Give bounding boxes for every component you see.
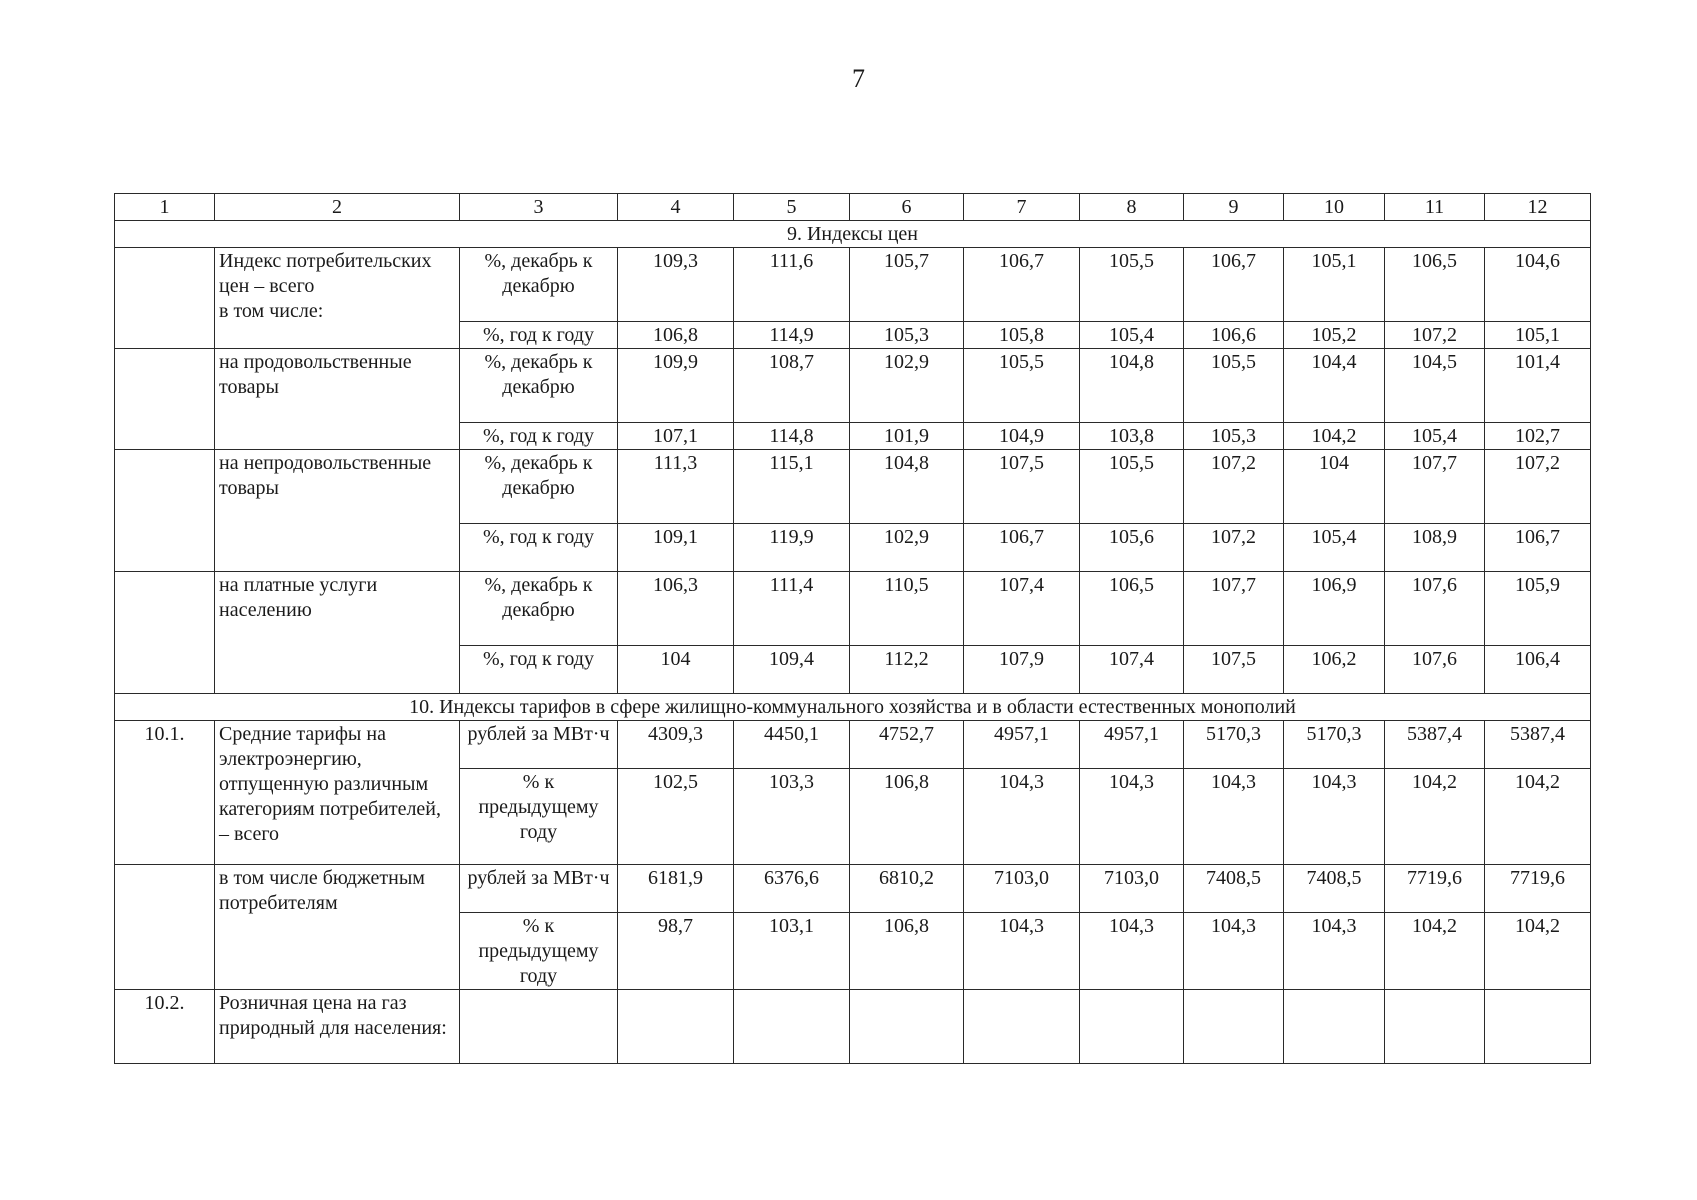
value-cell: 6376,6	[734, 865, 850, 913]
column-number: 3	[460, 194, 618, 221]
value-cell	[850, 990, 964, 1064]
column-number: 7	[964, 194, 1080, 221]
value-cell: 104,4	[1284, 349, 1385, 423]
value-cell: 107,2	[1385, 322, 1485, 349]
unit-cell: % к предыдущему году	[460, 769, 618, 865]
value-cell: 106,2	[1284, 646, 1385, 694]
indicator-name: на непродовольственные товары	[219, 452, 432, 499]
value-cell: 115,1	[734, 450, 850, 524]
indicator-name: Средние тарифы на электроэнергию, отпущенную различным категориям потребителей, – всего	[219, 723, 442, 845]
indicator-note: в том числе:	[219, 300, 324, 322]
column-number: 10	[1284, 194, 1385, 221]
section-title-row	[115, 221, 1591, 248]
value-cell: 104,3	[1284, 913, 1385, 990]
column-number: 4	[618, 194, 734, 221]
value-cell: 106,7	[1485, 524, 1591, 572]
value-cell: 107,1	[618, 423, 734, 450]
value-cell: 104,8	[850, 450, 964, 524]
unit-cell: %, декабрь к декабрю	[460, 248, 618, 322]
value-cell: 4309,3	[618, 721, 734, 769]
unit-cell: %, год к году	[460, 423, 618, 450]
value-cell: 109,3	[618, 248, 734, 322]
value-cell: 105,4	[1080, 322, 1184, 349]
column-number: 11	[1385, 194, 1485, 221]
row-code	[115, 865, 215, 990]
value-cell: 107,5	[964, 450, 1080, 524]
table-row	[115, 572, 1591, 646]
unit-cell: %, год к году	[460, 646, 618, 694]
value-cell: 5387,4	[1385, 721, 1485, 769]
value-cell: 7103,0	[964, 865, 1080, 913]
value-cell: 105,4	[1284, 524, 1385, 572]
indicator-name: Розничная цена на газ природный для населения:	[219, 992, 447, 1039]
value-cell	[1080, 990, 1184, 1064]
table-row	[115, 349, 1591, 423]
table-row	[115, 721, 1591, 769]
value-cell: 104,8	[1080, 349, 1184, 423]
value-cell: 104,2	[1485, 913, 1591, 990]
indicator-label	[215, 349, 460, 450]
row-code	[115, 248, 215, 349]
value-cell: 104,2	[1485, 769, 1591, 865]
value-cell: 112,2	[850, 646, 964, 694]
forecast-table	[114, 193, 1591, 1064]
value-cell: 105,6	[1080, 524, 1184, 572]
value-cell: 102,9	[850, 349, 964, 423]
value-cell	[964, 990, 1080, 1064]
value-cell: 7408,5	[1284, 865, 1385, 913]
indicator-label	[215, 248, 460, 349]
value-cell: 105,5	[964, 349, 1080, 423]
unit-cell: рублей за МВт·ч	[460, 721, 618, 769]
value-cell: 5170,3	[1284, 721, 1385, 769]
value-cell: 98,7	[618, 913, 734, 990]
value-cell: 106,7	[1184, 248, 1284, 322]
value-cell: 102,9	[850, 524, 964, 572]
value-cell	[1284, 990, 1385, 1064]
indicator-name: на продовольственные товары	[219, 351, 412, 398]
indicator-label	[215, 865, 460, 990]
value-cell: 107,7	[1385, 450, 1485, 524]
unit-cell: %, декабрь к декабрю	[460, 450, 618, 524]
column-number: 5	[734, 194, 850, 221]
value-cell	[734, 990, 850, 1064]
value-cell: 109,4	[734, 646, 850, 694]
row-code: 10.2.	[115, 990, 215, 1064]
value-cell: 7103,0	[1080, 865, 1184, 913]
value-cell: 104	[1284, 450, 1385, 524]
value-cell	[618, 990, 734, 1064]
indicator-label	[215, 721, 460, 865]
value-cell: 104,6	[1485, 248, 1591, 322]
value-cell: 111,4	[734, 572, 850, 646]
value-cell: 104,9	[964, 423, 1080, 450]
value-cell: 4450,1	[734, 721, 850, 769]
value-cell: 107,5	[1184, 646, 1284, 694]
unit-cell: %, декабрь к декабрю	[460, 349, 618, 423]
value-cell: 102,7	[1485, 423, 1591, 450]
column-number: 12	[1485, 194, 1591, 221]
column-number: 6	[850, 194, 964, 221]
value-cell: 103,8	[1080, 423, 1184, 450]
column-number: 9	[1184, 194, 1284, 221]
value-cell: 114,8	[734, 423, 850, 450]
indicator-name: в том числе бюджетным потребителям	[219, 867, 425, 914]
value-cell: 105,7	[850, 248, 964, 322]
indicator-label	[215, 990, 460, 1064]
table-row	[115, 990, 1591, 1064]
row-code	[115, 450, 215, 572]
section-title-row	[115, 694, 1591, 721]
value-cell: 109,9	[618, 349, 734, 423]
column-number-row	[115, 194, 1591, 221]
value-cell: 105,5	[1080, 248, 1184, 322]
value-cell: 107,2	[1184, 450, 1284, 524]
row-code	[115, 349, 215, 450]
value-cell: 105,1	[1485, 322, 1591, 349]
table-row	[115, 450, 1591, 524]
value-cell: 107,2	[1184, 524, 1284, 572]
value-cell: 104,3	[1080, 769, 1184, 865]
value-cell: 107,9	[964, 646, 1080, 694]
value-cell: 106,8	[850, 913, 964, 990]
value-cell: 101,4	[1485, 349, 1591, 423]
unit-cell: %, год к году	[460, 322, 618, 349]
unit-cell: % к предыдущему году	[460, 913, 618, 990]
value-cell: 104,2	[1284, 423, 1385, 450]
value-cell: 106,7	[964, 248, 1080, 322]
value-cell: 103,3	[734, 769, 850, 865]
value-cell: 102,5	[618, 769, 734, 865]
unit-cell	[460, 990, 618, 1064]
value-cell	[1485, 990, 1591, 1064]
value-cell: 106,4	[1485, 646, 1591, 694]
unit-cell: %, год к году	[460, 524, 618, 572]
value-cell: 104,2	[1385, 913, 1485, 990]
unit-cell: рублей за МВт·ч	[460, 865, 618, 913]
value-cell: 4957,1	[1080, 721, 1184, 769]
page-number: 7	[852, 64, 865, 93]
value-cell: 104,3	[1284, 769, 1385, 865]
column-number: 1	[115, 194, 215, 221]
value-cell: 107,2	[1485, 450, 1591, 524]
column-number: 8	[1080, 194, 1184, 221]
value-cell: 105,3	[850, 322, 964, 349]
value-cell: 7719,6	[1485, 865, 1591, 913]
value-cell: 7719,6	[1385, 865, 1485, 913]
value-cell: 105,5	[1184, 349, 1284, 423]
indicator-name: на платные услуги населению	[219, 574, 378, 621]
value-cell: 107,4	[1080, 646, 1184, 694]
value-cell: 105,3	[1184, 423, 1284, 450]
value-cell: 104	[618, 646, 734, 694]
row-code	[115, 572, 215, 694]
value-cell: 104,2	[1385, 769, 1485, 865]
value-cell: 103,1	[734, 913, 850, 990]
value-cell: 101,9	[850, 423, 964, 450]
value-cell: 4752,7	[850, 721, 964, 769]
section-title: 9. Индексы цен	[115, 221, 1591, 248]
value-cell: 105,2	[1284, 322, 1385, 349]
indicator-label	[215, 572, 460, 694]
value-cell: 105,5	[1080, 450, 1184, 524]
value-cell: 104,3	[1080, 913, 1184, 990]
value-cell: 108,7	[734, 349, 850, 423]
value-cell: 106,6	[1184, 322, 1284, 349]
value-cell	[1184, 990, 1284, 1064]
value-cell: 106,3	[618, 572, 734, 646]
value-cell: 108,9	[1385, 524, 1485, 572]
value-cell: 105,9	[1485, 572, 1591, 646]
value-cell: 106,5	[1080, 572, 1184, 646]
row-code: 10.1.	[115, 721, 215, 865]
value-cell: 106,9	[1284, 572, 1385, 646]
value-cell: 106,5	[1385, 248, 1485, 322]
value-cell: 6181,9	[618, 865, 734, 913]
value-cell: 104,3	[964, 769, 1080, 865]
table-row	[115, 248, 1591, 322]
value-cell: 107,7	[1184, 572, 1284, 646]
value-cell: 107,6	[1385, 646, 1485, 694]
value-cell: 106,8	[850, 769, 964, 865]
value-cell: 105,4	[1385, 423, 1485, 450]
value-cell: 107,4	[964, 572, 1080, 646]
value-cell: 104,3	[1184, 769, 1284, 865]
value-cell: 5170,3	[1184, 721, 1284, 769]
value-cell: 106,7	[964, 524, 1080, 572]
value-cell: 107,6	[1385, 572, 1485, 646]
value-cell: 6810,2	[850, 865, 964, 913]
value-cell	[1385, 990, 1485, 1064]
value-cell: 114,9	[734, 322, 850, 349]
value-cell: 110,5	[850, 572, 964, 646]
value-cell: 104,5	[1385, 349, 1485, 423]
table-row	[115, 865, 1591, 913]
value-cell: 104,3	[1184, 913, 1284, 990]
value-cell: 5387,4	[1485, 721, 1591, 769]
unit-cell: %, декабрь к декабрю	[460, 572, 618, 646]
value-cell: 109,1	[618, 524, 734, 572]
value-cell: 4957,1	[964, 721, 1080, 769]
value-cell: 105,1	[1284, 248, 1385, 322]
value-cell: 7408,5	[1184, 865, 1284, 913]
indicator-name: Индекс потребительских цен – всего	[219, 250, 432, 297]
value-cell: 104,3	[964, 913, 1080, 990]
value-cell: 111,6	[734, 248, 850, 322]
value-cell: 106,8	[618, 322, 734, 349]
column-number: 2	[215, 194, 460, 221]
value-cell: 105,8	[964, 322, 1080, 349]
value-cell: 119,9	[734, 524, 850, 572]
indicator-label	[215, 450, 460, 572]
value-cell: 111,3	[618, 450, 734, 524]
section-title: 10. Индексы тарифов в сфере жилищно-коммунального хозяйства и в области естественных монополий	[115, 694, 1591, 721]
